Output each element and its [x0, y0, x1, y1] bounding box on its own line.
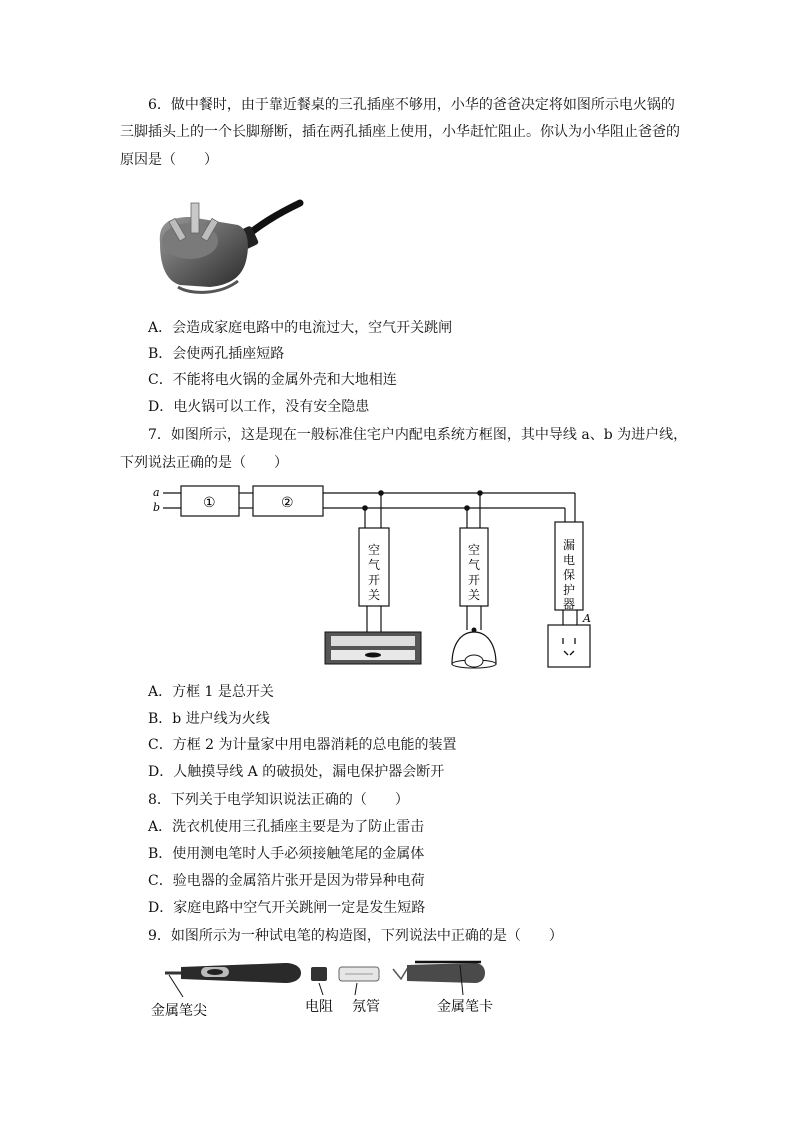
- q7-stem-line2: 下列说法正确的是（ ）: [120, 455, 288, 471]
- box1-label: ①: [203, 495, 216, 511]
- distribution-diagram: [145, 480, 615, 672]
- q8-option-a[interactable]: A．洗衣机使用三孔插座主要是为了防止雷击: [148, 819, 425, 835]
- q8-stem-line1: 8．下列关于电学知识说法正确的（ ）: [148, 792, 409, 808]
- q7-option-a[interactable]: A．方框 1 是总开关: [148, 684, 274, 700]
- q6-option-d[interactable]: D．电火锅可以工作，没有安全隐患: [148, 399, 370, 415]
- q6-option-b[interactable]: B．会使两孔插座短路: [148, 346, 285, 362]
- leakage-char: 电: [562, 553, 576, 567]
- q6-stem-line2: 三脚插头上的一个长脚掰断，插在两孔插座上使用，小华赶忙阻止。你认为小华阻止爸爸的: [120, 124, 680, 140]
- point-a-label: A: [583, 612, 591, 625]
- q6-stem-line1: 6．做中餐时，由于靠近餐桌的三孔插座不够用，小华的爸爸决定将如图所示电火锅的: [148, 97, 675, 113]
- label-metal-clip: 金属笔卡: [437, 999, 493, 1015]
- label-resistor: 电阻: [305, 999, 333, 1015]
- q6-option-a[interactable]: A．会造成家庭电路中的电流过大，空气开关跳闸: [148, 320, 453, 336]
- label-metal-tip: 金属笔尖: [151, 1003, 207, 1019]
- leakage-char: 保: [562, 568, 576, 582]
- q8-option-d[interactable]: D．家庭电路中空气开关跳闸一定是发生短路: [148, 900, 426, 916]
- q8-option-b[interactable]: B．使用测电笔时人手必须接触笔尾的金属体: [148, 846, 425, 862]
- lamp-icon: [452, 628, 496, 669]
- air-conditioner-icon: [325, 632, 421, 664]
- q7-option-b[interactable]: B．b 进户线为火线: [148, 711, 270, 727]
- plug-image: [150, 195, 310, 305]
- breaker2-char: 开: [467, 573, 481, 587]
- breaker1-char: 关: [367, 588, 381, 602]
- neon-tube-icon: [339, 967, 379, 981]
- q8-option-c[interactable]: C．验电器的金属箔片张开是因为带异种电荷: [148, 873, 425, 889]
- pen-cap-icon: [393, 962, 485, 983]
- resistor-icon: [311, 967, 327, 981]
- label-neon-tube: 氖管: [352, 999, 380, 1015]
- leakage-char: 漏: [562, 538, 576, 552]
- pen-body-icon: [165, 963, 301, 983]
- leakage-char: 护: [562, 583, 576, 597]
- breaker2-char: 气: [467, 558, 481, 572]
- q7-stem-line1: 7．如图所示，这是现在一般标准住宅户内配电系统方框图，其中导线 a、b 为进户线，: [148, 427, 688, 443]
- wire-a-label: a: [153, 486, 160, 499]
- breaker1-char: 开: [367, 573, 381, 587]
- test-pen-diagram: [145, 955, 505, 1025]
- q7-option-c[interactable]: C．方框 2 为计量家中用电器消耗的总电能的装置: [148, 737, 457, 753]
- q6-stem-line3: 原因是（ ）: [120, 152, 218, 168]
- q9-stem-line1: 9．如图所示为一种试电笔的构造图，下列说法中正确的是（ ）: [148, 928, 563, 944]
- q6-option-c[interactable]: C．不能将电火锅的金属外壳和大地相连: [148, 372, 397, 388]
- wire-b-label: b: [153, 501, 161, 514]
- breaker2-char: 空: [467, 543, 481, 557]
- breaker2-char: 关: [467, 588, 481, 602]
- box2-label: ②: [281, 495, 294, 511]
- leakage-char: 器: [562, 597, 576, 611]
- breaker1-char: 气: [367, 558, 381, 572]
- breaker1-char: 空: [367, 543, 381, 557]
- q7-option-d[interactable]: D．人触摸导线 A 的破损处，漏电保护器会断开: [148, 764, 445, 780]
